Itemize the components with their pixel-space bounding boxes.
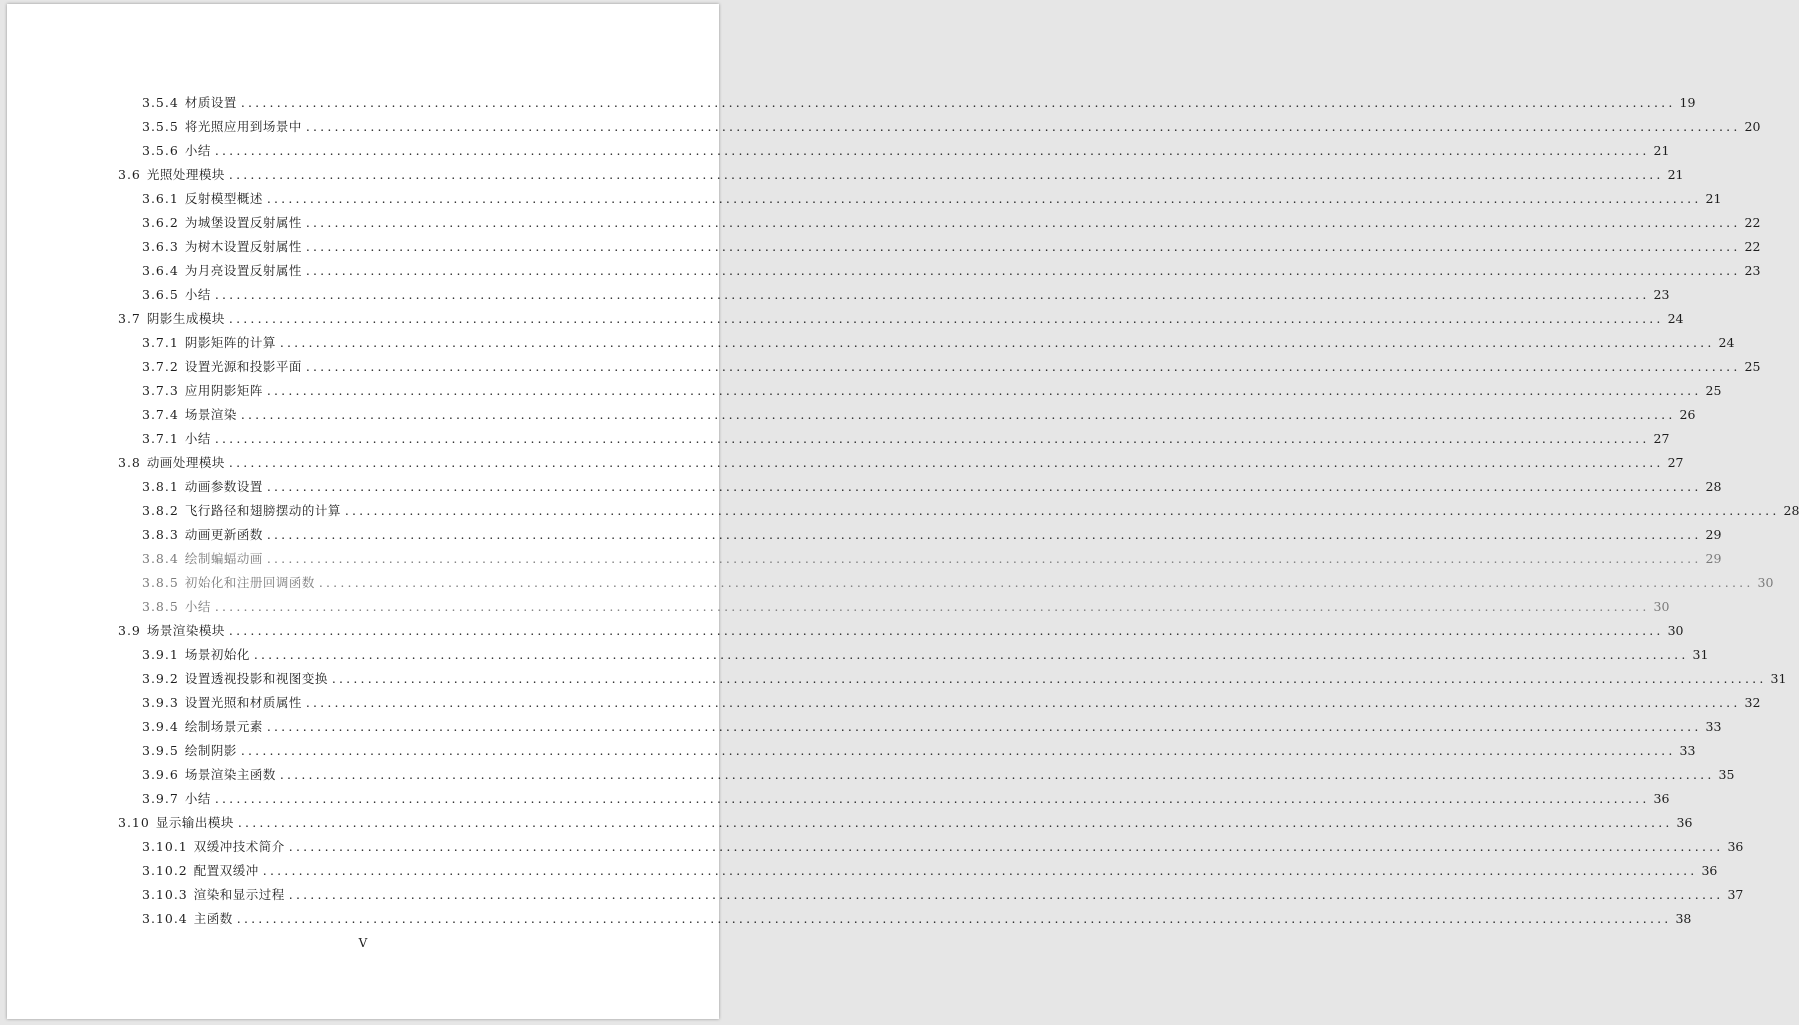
toc-entry[interactable]: [142, 884, 1744, 906]
toc-entry-page: 19: [1679, 95, 1696, 110]
toc-entry[interactable]: [142, 476, 1722, 498]
toc-entry-page: 27: [1653, 431, 1670, 446]
toc-entry[interactable]: [142, 764, 1735, 786]
toc-dot-leader: ........................................................................................................................................................................................................: [228, 455, 1664, 470]
toc-entry-page: 30: [1667, 623, 1684, 638]
toc-entry-number: 3.8.2: [142, 503, 179, 518]
toc-entry-title: 动画更新函数: [184, 527, 263, 542]
toc-entry[interactable]: [142, 572, 1774, 594]
toc-dot-leader: ........................................................................................................................................................................................................: [318, 575, 1754, 590]
toc-entry[interactable]: [142, 356, 1761, 378]
toc-entry-title: 绘制蝙蝠动画: [184, 551, 263, 566]
toc-entry[interactable]: [142, 188, 1722, 210]
toc-entry-number: 3.5.6: [142, 143, 179, 158]
toc-entry[interactable]: [142, 116, 1761, 138]
toc-entry[interactable]: [142, 212, 1761, 234]
toc-entry[interactable]: [142, 860, 1718, 882]
toc-entry-number: 3.9.4: [142, 719, 179, 734]
toc-dot-leader: ........................................................................................................................................................................................................: [240, 743, 1676, 758]
toc-entry-title: 设置透视投影和视图变换: [184, 671, 328, 686]
toc-dot-leader: ........................................................................................................................................................................................................: [228, 167, 1664, 182]
toc-entry[interactable]: [142, 332, 1735, 354]
toc-entry-number: 3.8.1: [142, 479, 179, 494]
toc-dot-leader: ........................................................................................................................................................................................................: [214, 791, 1650, 806]
toc-entry-page: 36: [1676, 815, 1693, 830]
toc-entry-page: 32: [1744, 695, 1761, 710]
toc-entry[interactable]: [142, 692, 1761, 714]
toc-entry-title: 场景初始化: [184, 647, 250, 662]
toc-dot-leader: ........................................................................................................................................................................................................: [288, 887, 1724, 902]
toc-entry[interactable]: [142, 284, 1670, 306]
toc-entry-page: 24: [1667, 311, 1684, 326]
toc-entry[interactable]: [118, 620, 1684, 642]
toc-entry-page: 20: [1744, 119, 1761, 134]
toc-entry-page: 30: [1653, 599, 1670, 614]
toc-entry-number: 3.5.5: [142, 119, 179, 134]
toc-entry-page: 21: [1653, 143, 1670, 158]
toc-dot-leader: ........................................................................................................................................................................................................: [331, 671, 1767, 686]
toc-entry-title: 显示输出模块: [155, 815, 234, 830]
toc-entry-title: 材质设置: [184, 95, 237, 110]
toc-dot-leader: ........................................................................................................................................................................................................: [266, 479, 1702, 494]
toc-entry-number: 3.8: [118, 455, 141, 470]
toc-entry-number: 3.9.2: [142, 671, 179, 686]
toc-dot-leader: ........................................................................................................................................................................................................: [236, 911, 1672, 926]
toc-entry-number: 3.7.4: [142, 407, 179, 422]
toc-entry-number: 3.6.3: [142, 239, 179, 254]
toc-dot-leader: ........................................................................................................................................................................................................: [344, 503, 1780, 518]
toc-entry-page: 21: [1705, 191, 1722, 206]
toc-entry-title: 渲染和显示过程: [193, 887, 285, 902]
toc-entry[interactable]: [142, 236, 1761, 258]
toc-entry-title: 设置光照和材质属性: [184, 695, 302, 710]
toc-entry[interactable]: [118, 164, 1684, 186]
toc-entry-title: 配置双缓冲: [193, 863, 259, 878]
toc-entry-title: 为树木设置反射属性: [184, 239, 302, 254]
toc-entry-page: 25: [1744, 359, 1761, 374]
toc-dot-leader: ........................................................................................................................................................................................................: [228, 623, 1664, 638]
toc-dot-leader: ........................................................................................................................................................................................................: [266, 719, 1702, 734]
toc-dot-leader: ........................................................................................................................................................................................................: [305, 263, 1741, 278]
toc-entry-number: 3.6: [118, 167, 141, 182]
toc-entry[interactable]: [142, 716, 1722, 738]
toc-entry-number: 3.10.1: [142, 839, 188, 854]
toc-dot-leader: ........................................................................................................................................................................................................: [228, 311, 1664, 326]
toc-entry-title: 初始化和注册回调函数: [184, 575, 315, 590]
toc-entry-page: 22: [1744, 239, 1761, 254]
toc-entry-title: 设置光源和投影平面: [184, 359, 302, 374]
toc-entry-title: 主函数: [193, 911, 233, 926]
toc-entry[interactable]: [142, 92, 1696, 114]
toc-entry-title: 阴影矩阵的计算: [184, 335, 276, 350]
page-number: V: [358, 936, 368, 950]
toc-dot-leader: ........................................................................................................................................................................................................: [214, 287, 1650, 302]
toc-entry-title: 双缓冲技术简介: [193, 839, 285, 854]
toc-entry-title: 场景渲染主函数: [184, 767, 276, 782]
toc-dot-leader: ........................................................................................................................................................................................................: [214, 599, 1650, 614]
toc-dot-leader: ........................................................................................................................................................................................................: [305, 695, 1741, 710]
toc-entry-page: 24: [1718, 335, 1735, 350]
toc-entry-number: 3.9.1: [142, 647, 179, 662]
toc-entry-number: 3.8.3: [142, 527, 179, 542]
toc-dot-leader: ........................................................................................................................................................................................................: [266, 191, 1702, 206]
toc-entry[interactable]: [142, 908, 1692, 930]
toc-entry-title: 为月亮设置反射属性: [184, 263, 302, 278]
toc-dot-leader: ........................................................................................................................................................................................................: [266, 383, 1702, 398]
toc-dot-leader: ........................................................................................................................................................................................................: [305, 239, 1741, 254]
toc-entry-title: 绘制阴影: [184, 743, 237, 758]
toc-entry-number: 3.10: [118, 815, 150, 830]
toc-entry-number: 3.9.3: [142, 695, 179, 710]
toc-entry-number: 3.9.5: [142, 743, 179, 758]
toc-dot-leader: ........................................................................................................................................................................................................: [305, 215, 1741, 230]
toc-entry-number: 3.7.2: [142, 359, 179, 374]
toc-entry-title: 飞行路径和翅膀摆动的计算: [184, 503, 341, 518]
toc-entry[interactable]: [142, 596, 1670, 618]
toc-entry-number: 3.6.2: [142, 215, 179, 230]
toc-entry-number: 3.8.5: [142, 575, 179, 590]
toc-entry-number: 3.9.6: [142, 767, 179, 782]
toc-entry-page: 33: [1705, 719, 1722, 734]
toc-entry[interactable]: [142, 788, 1670, 810]
toc-entry-page: 36: [1727, 839, 1744, 854]
toc-entry-number: 3.9: [118, 623, 141, 638]
toc-entry[interactable]: [142, 404, 1696, 426]
toc-entry-number: 3.7.1: [142, 335, 179, 350]
toc-entry-page: 36: [1701, 863, 1718, 878]
toc-entry[interactable]: [142, 260, 1761, 282]
toc-entry-number: 3.9.7: [142, 791, 179, 806]
toc-entry-number: 3.10.3: [142, 887, 188, 902]
toc-entry-page: 36: [1653, 791, 1670, 806]
toc-dot-leader: ........................................................................................................................................................................................................: [214, 431, 1650, 446]
toc-entry-number: 3.10.4: [142, 911, 188, 926]
toc-entry[interactable]: [142, 500, 1799, 522]
toc-entry[interactable]: [142, 428, 1670, 450]
toc-dot-leader: ........................................................................................................................................................................................................: [240, 407, 1676, 422]
toc-entry-page: 25: [1705, 383, 1722, 398]
toc-entry[interactable]: [118, 308, 1684, 330]
toc-entry-number: 3.6.1: [142, 191, 179, 206]
toc-entry[interactable]: [142, 836, 1744, 858]
toc-entry-page: 28: [1783, 503, 1799, 518]
toc-entry-page: 29: [1705, 527, 1722, 542]
toc-entry-title: 绘制场景元素: [184, 719, 263, 734]
toc-dot-leader: ........................................................................................................................................................................................................: [279, 335, 1715, 350]
toc-entry-title: 动画处理模块: [146, 455, 225, 470]
toc-dot-leader: ........................................................................................................................................................................................................: [262, 863, 1698, 878]
toc-entry[interactable]: [142, 548, 1722, 570]
toc-entry-number: 3.5.4: [142, 95, 179, 110]
document-page: [7, 4, 1799, 1019]
toc-entry-number: 3.6.4: [142, 263, 179, 278]
toc-entry-number: 3.8.4: [142, 551, 179, 566]
toc-entry-title: 反射模型概述: [184, 191, 263, 206]
toc-entry-number: 3.7: [118, 311, 141, 326]
toc-entry[interactable]: [142, 380, 1722, 402]
toc-entry-title: 光照处理模块: [146, 167, 225, 182]
toc-dot-leader: ........................................................................................................................................................................................................: [253, 647, 1689, 662]
toc-entry[interactable]: [118, 812, 1693, 834]
toc-dot-leader: ........................................................................................................................................................................................................: [214, 143, 1650, 158]
toc-entry-page: 27: [1667, 455, 1684, 470]
toc-entry-title: 动画参数设置: [184, 479, 263, 494]
toc-entry-title: 小结: [184, 599, 211, 614]
toc-entry-number: 3.10.2: [142, 863, 188, 878]
toc-entry[interactable]: [142, 524, 1722, 546]
toc-dot-leader: ........................................................................................................................................................................................................: [305, 119, 1741, 134]
toc-entry-page: 23: [1744, 263, 1761, 278]
toc-entry-page: 38: [1675, 911, 1692, 926]
toc-entry[interactable]: [142, 740, 1696, 762]
toc-entry-title: 将光照应用到场景中: [184, 119, 302, 134]
toc-entry[interactable]: [142, 140, 1670, 162]
toc-entry-title: 小结: [184, 143, 211, 158]
toc-entry[interactable]: [118, 452, 1684, 474]
toc-entry-page: 35: [1718, 767, 1735, 782]
toc-entry-title: 小结: [184, 287, 211, 302]
toc-entry-page: 31: [1692, 647, 1709, 662]
toc-entry-title: 小结: [184, 791, 211, 806]
toc-entry-title: 小结: [184, 431, 211, 446]
toc-entry-title: 场景渲染: [184, 407, 237, 422]
toc-entry-page: 23: [1653, 287, 1670, 302]
toc-entry[interactable]: [142, 668, 1787, 690]
toc-entry-page: 26: [1679, 407, 1696, 422]
toc-entry-page: 28: [1705, 479, 1722, 494]
toc-entry-title: 阴影生成模块: [146, 311, 225, 326]
toc-entry-number: 3.6.5: [142, 287, 179, 302]
toc-entry-page: 29: [1705, 551, 1722, 566]
toc-dot-leader: ........................................................................................................................................................................................................: [279, 767, 1715, 782]
toc-entry-number: 3.8.5: [142, 599, 179, 614]
toc-entry-page: 22: [1744, 215, 1761, 230]
toc-entry-title: 应用阴影矩阵: [184, 383, 263, 398]
toc-dot-leader: ........................................................................................................................................................................................................: [288, 839, 1724, 854]
toc-entry-page: 31: [1770, 671, 1787, 686]
toc-entry[interactable]: [142, 644, 1709, 666]
toc-dot-leader: ........................................................................................................................................................................................................: [266, 527, 1702, 542]
toc-entry-page: 30: [1757, 575, 1774, 590]
toc-entry-page: 21: [1667, 167, 1684, 182]
toc-dot-leader: ........................................................................................................................................................................................................: [266, 551, 1702, 566]
toc-entry-number: 3.7.3: [142, 383, 179, 398]
toc-entry-number: 3.7.1: [142, 431, 179, 446]
toc-entry-title: 为城堡设置反射属性: [184, 215, 302, 230]
toc-entry-page: 37: [1727, 887, 1744, 902]
toc-entry-title: 场景渲染模块: [146, 623, 225, 638]
toc-entry-page: 33: [1679, 743, 1696, 758]
toc-dot-leader: ........................................................................................................................................................................................................: [237, 815, 1673, 830]
toc-dot-leader: ........................................................................................................................................................................................................: [240, 95, 1676, 110]
toc-dot-leader: ........................................................................................................................................................................................................: [305, 359, 1741, 374]
